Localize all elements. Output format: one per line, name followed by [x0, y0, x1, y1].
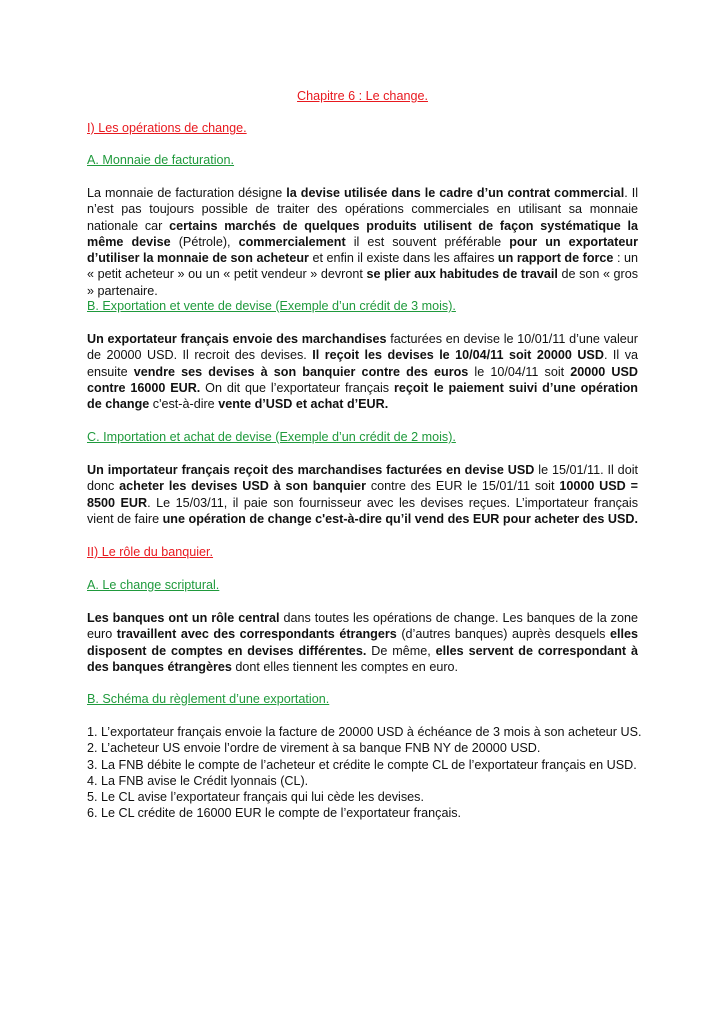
section-c-paragraph: Un importateur français reçoit des marchandises facturées en devise USD le 15/01/11. Il doit donc acheter les devises USD à son banquier contre des EUR le 15/01/11 soit 10000 USD = 8500 EUR. Le 15/03/11, il paie son fournisseur avec les devises reçues. L’importateur français vient de faire une opération de change c'est-à-dire qu’il vend des EUR pour acheter des USD. [87, 463, 638, 526]
section-b2-heading: B. Schéma du règlement d’une exportation. [87, 692, 330, 706]
settlement-steps-list [87, 724, 642, 822]
section-b-paragraph: Un exportateur français envoie des marchandises facturées en devise le 10/01/11 d’une valeur de 20000 USD. Il recroit des devises. Il reçoit les devises le 10/04/11 soit 20000 USD. Il va ensuite vendre ses devises à son banquier contre des euros le 10/04/11 soit 20000 USD contre 16000 EUR. On dit que l’exportateur français reçoit le paiement suivi d’une opération de change c'est-à-dire vente d’USD et achat d’EUR. [87, 332, 639, 412]
list-item: 4. La FNB avise le Crédit lyonnais (CL). [87, 773, 309, 788]
section-a-paragraph: La monnaie de facturation désigne la devise utilisée dans le cadre d’un contrat commercial. Il n’est pas toujours possible de traiter des opérations commerciales en utilisant sa monnaie nationale car certains marchés de quelques produits utilisent de façon systématique la même devise (Pétrole), commercialement il est souvent préférable pour un exportateur d’utiliser la monnaie de son acheteur et enfin il existe dans les affaires un rapport de force : un « petit acheteur » ou un « petit vendeur » devront se plier aux habitudes de travail de son « gros » partenaire. [87, 186, 639, 298]
section-a2-heading: A. Le change scriptural. [87, 578, 220, 592]
section-a-heading: A. Monnaie de facturation. [87, 153, 235, 167]
list-item: 1. L’exportateur français envoie la facture de 20000 USD à échéance de 3 mois à son acheteur US. [87, 725, 642, 739]
part1-heading: I) Les opérations de change. [87, 121, 247, 135]
list-item: 5. Le CL avise l’exportateur français qui lui cède les devises. [87, 790, 424, 805]
list-item: 6. Le CL crédite de 16000 EUR le compte de l’exportateur français. [87, 806, 462, 821]
section-a2-paragraph: Les banques ont un rôle central dans toutes les opérations de change. Les banques de la zone euro travaillent avec des correspondants étrangers (d’autres banques) auprès desquels elles disposent de comptes en devises différentes. De même, elles servent de correspondant à des banques étrangères dont elles tiennent les comptes en euro. [87, 611, 638, 674]
part2-heading: II) Le rôle du banquier. [87, 545, 214, 559]
chapter-title: Chapitre 6 : Le change. [297, 89, 428, 103]
list-item: 2. L’acheteur US envoie l’ordre de virement à sa banque FNB NY de 20000 USD. [87, 741, 541, 756]
section-b-heading: B. Exportation et vente de devise (Exemple d’un crédit de 3 mois). [87, 299, 456, 313]
section-c-heading: C. Importation et achat de devise (Exemple d’un crédit de 2 mois). [87, 430, 456, 444]
list-item: 3. La FNB débite le compte de l’acheteur et crédite le compte CL de l’exportateur français en USD. [87, 757, 637, 772]
